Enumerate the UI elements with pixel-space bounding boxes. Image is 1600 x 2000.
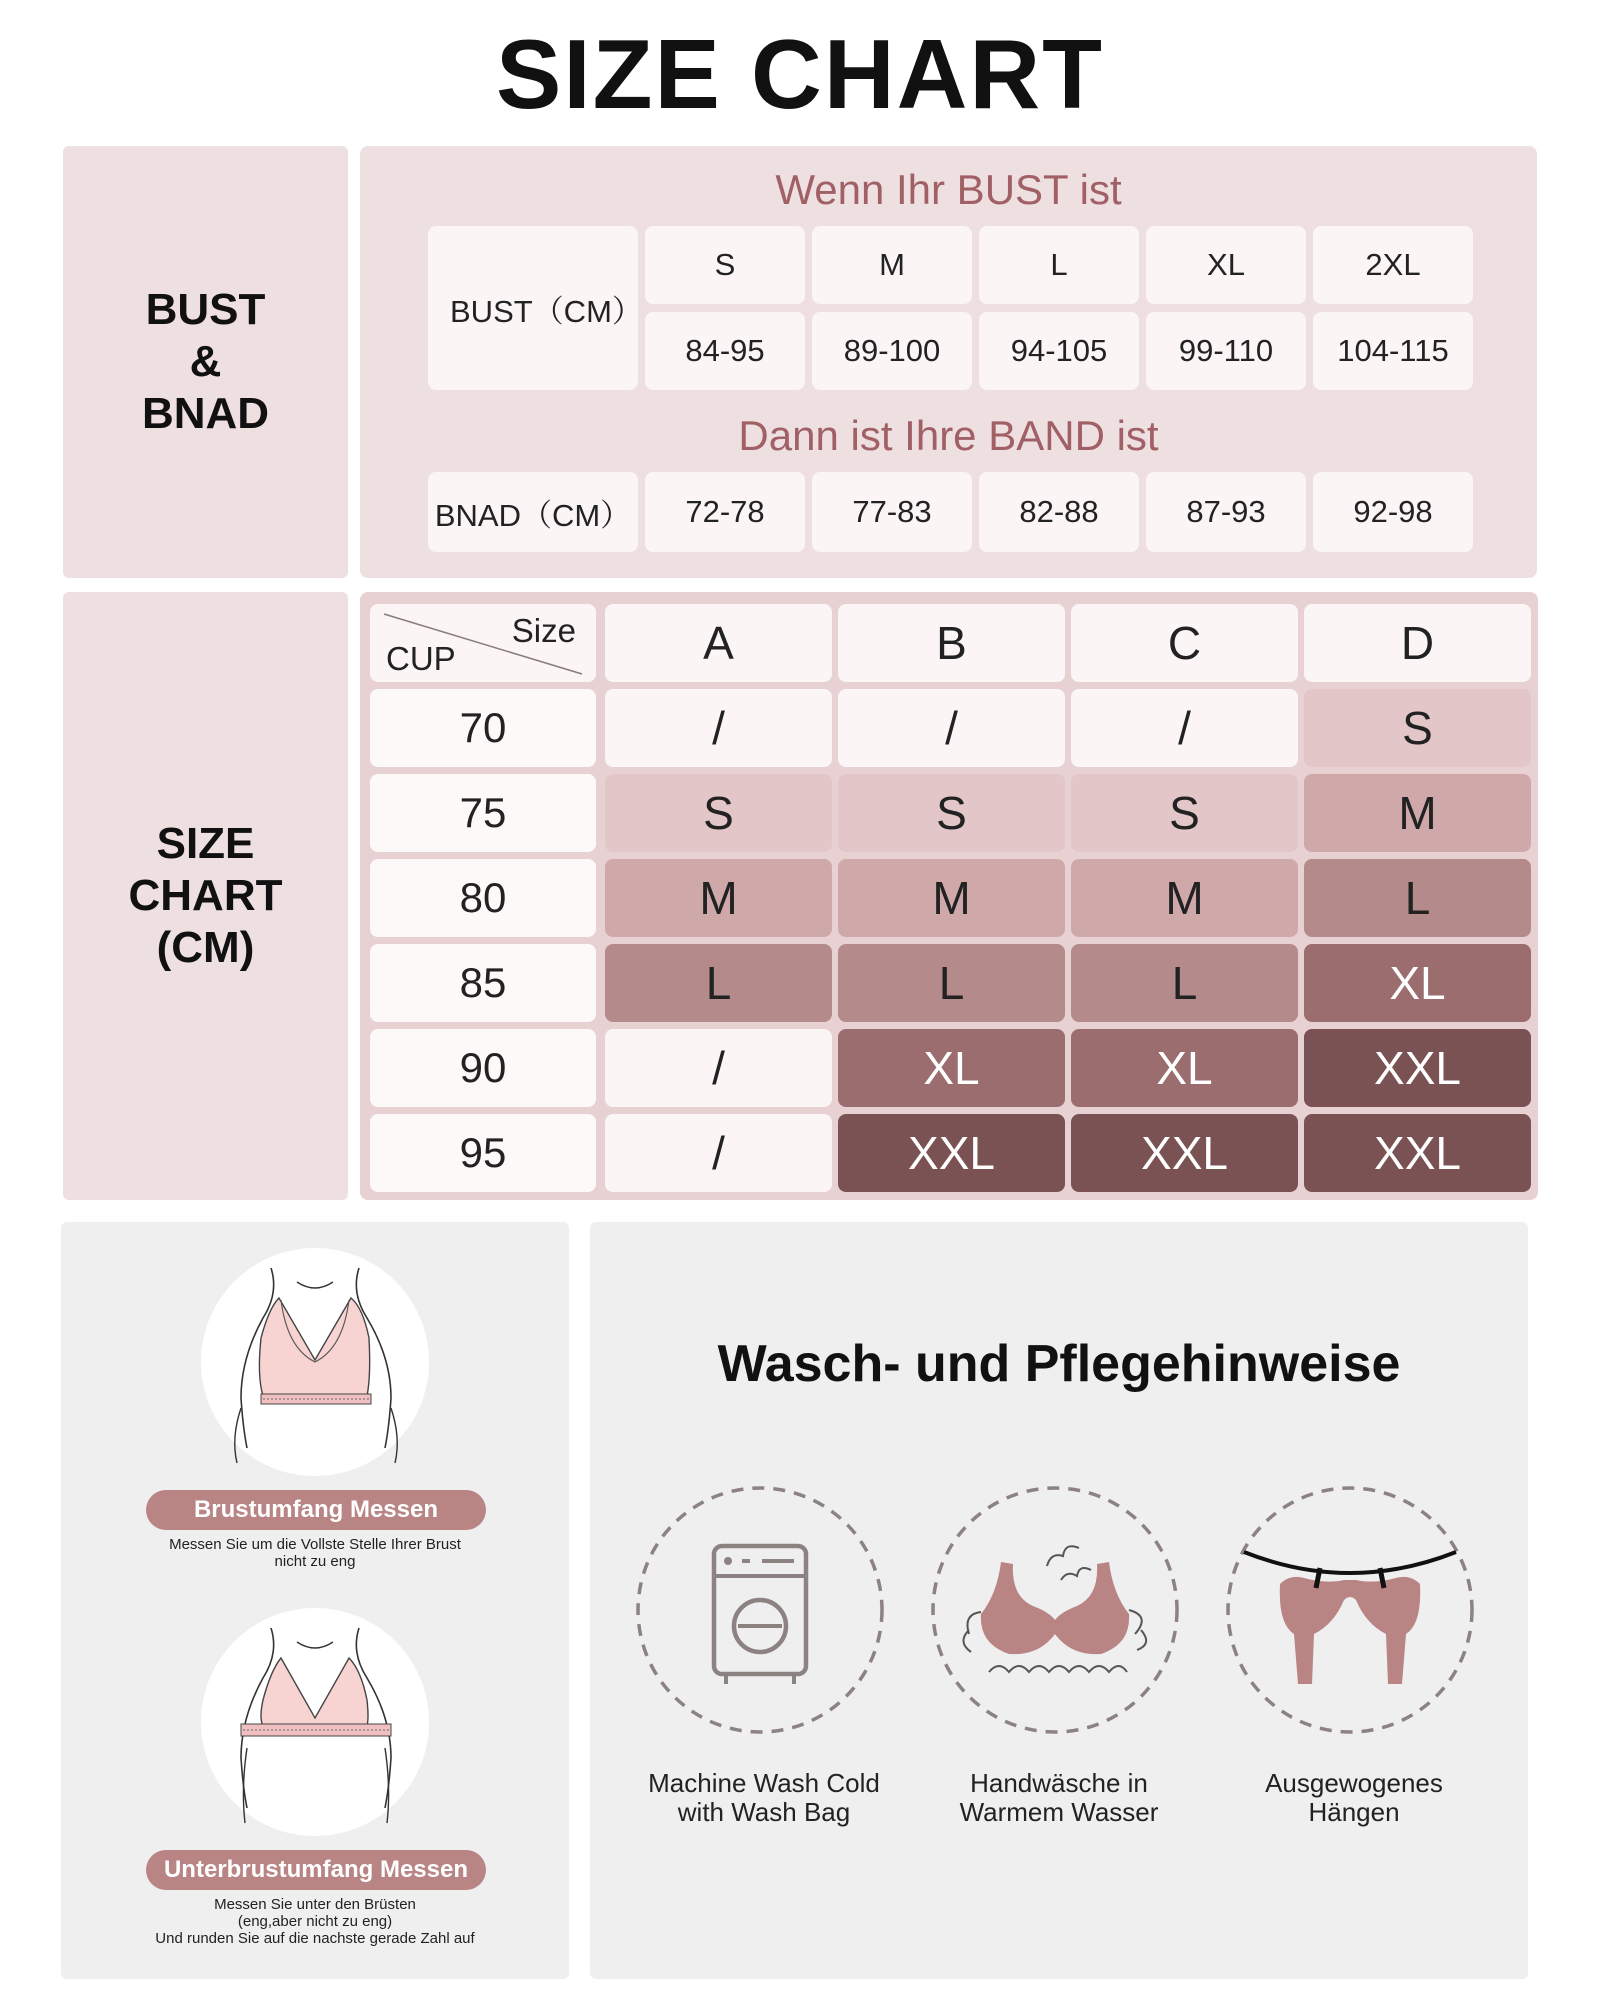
size-cell: XL	[1304, 944, 1531, 1022]
size-cell: /	[605, 1114, 832, 1192]
size-cell: L	[605, 944, 832, 1022]
size-cell: XXL	[838, 1114, 1065, 1192]
bust-size-header: XL	[1146, 226, 1306, 304]
cup-header-c: C	[1071, 604, 1298, 682]
bust-measure-illustration	[201, 1248, 429, 1476]
size-cell: /	[605, 1029, 832, 1107]
band-row-label: BNAD（CM）	[428, 472, 638, 552]
hand-wash-icon	[929, 1484, 1181, 1736]
band-range-cell: 82-88	[979, 472, 1139, 552]
band-label-95: 95	[370, 1114, 596, 1192]
care-item-machine-wash	[634, 1484, 894, 1827]
size-cell: XL	[838, 1029, 1065, 1107]
hang-dry-icon	[1224, 1484, 1476, 1736]
size-cell: XXL	[1304, 1029, 1531, 1107]
underbust-measure-hint: Messen Sie unter den Brüsten (eng,aber nicht zu eng) Und runden Sie auf die nachste gerade Zahl auf	[155, 1896, 475, 1947]
underbust-measure-figure-icon	[201, 1608, 429, 1836]
bust-measure-label: Brustumfang Messen	[146, 1490, 486, 1530]
bust-range-cell: 94-105	[979, 312, 1139, 390]
size-cell: /	[838, 689, 1065, 767]
size-cell: S	[838, 774, 1065, 852]
size-cell: L	[838, 944, 1065, 1022]
bust-range-cell: 84-95	[645, 312, 805, 390]
size-cell: /	[605, 689, 832, 767]
bust-range-cell: 104-115	[1313, 312, 1473, 390]
size-chart-side-panel	[63, 592, 348, 1200]
bust-range-cell: 99-110	[1146, 312, 1306, 390]
underbust-measure-label: Unterbrustumfang Messen	[146, 1850, 486, 1890]
washing-machine-icon	[634, 1484, 886, 1736]
care-instructions-panel	[590, 1222, 1528, 1979]
size-cell: M	[605, 859, 832, 937]
underbust-measure-illustration	[201, 1608, 429, 1836]
band-range-cell: 77-83	[812, 472, 972, 552]
size-cell: XL	[1071, 1029, 1298, 1107]
size-cell: /	[1071, 689, 1298, 767]
size-chart-grid	[360, 592, 1538, 1200]
band-label-80: 80	[370, 859, 596, 937]
bust-range-cell: 89-100	[812, 312, 972, 390]
care-label: Machine Wash Cold with Wash Bag	[648, 1768, 880, 1827]
size-cell: S	[1304, 689, 1531, 767]
measure-guide-panel	[61, 1222, 569, 1979]
care-item-hang-dry	[1224, 1484, 1484, 1827]
page-title: SIZE CHART	[496, 19, 1104, 129]
size-cell: XXL	[1071, 1114, 1298, 1192]
bust-size-header: S	[645, 226, 805, 304]
bust-measure-figure-icon	[201, 1248, 429, 1476]
bust-band-side-label: BUST & BNAD	[141, 285, 270, 438]
care-label: Handwäsche in Warmem Wasser	[959, 1768, 1159, 1827]
band-label-70: 70	[370, 689, 596, 767]
bust-size-header: 2XL	[1313, 226, 1473, 304]
bust-row-label: BUST（CM）	[428, 226, 638, 390]
size-cell: L	[1304, 859, 1531, 937]
band-range-cell: 87-93	[1146, 472, 1306, 552]
size-cell: XXL	[1304, 1114, 1531, 1192]
corner-cup-label: CUP	[386, 640, 456, 677]
size-cell: S	[1071, 774, 1298, 852]
care-label: Ausgewogenes Hängen	[1265, 1768, 1443, 1827]
size-chart-side-label: SIZE CHART (CM)	[128, 819, 283, 972]
band-label-90: 90	[370, 1029, 596, 1107]
band-range-cell: 92-98	[1313, 472, 1473, 552]
cup-header-a: A	[605, 604, 832, 682]
band-label-75: 75	[370, 774, 596, 852]
size-cell: M	[1071, 859, 1298, 937]
bust-measure-hint: Messen Sie um die Vollste Stelle Ihrer Brust nicht zu eng	[169, 1536, 461, 1570]
bust-band-table	[360, 146, 1537, 578]
cup-header-b: B	[838, 604, 1065, 682]
corner-header-cell	[370, 604, 596, 682]
band-range-cell: 72-78	[645, 472, 805, 552]
corner-size-label: Size	[511, 612, 576, 649]
size-cell: M	[1304, 774, 1531, 852]
bust-band-side-panel	[63, 146, 348, 578]
bust-size-header: L	[979, 226, 1139, 304]
bust-size-header: M	[812, 226, 972, 304]
size-cell: M	[838, 859, 1065, 937]
band-label-85: 85	[370, 944, 596, 1022]
care-item-hand-wash	[929, 1484, 1189, 1827]
cup-header-d: D	[1304, 604, 1531, 682]
size-cell: S	[605, 774, 832, 852]
bust-heading: Wenn Ihr BUST ist	[775, 166, 1122, 213]
size-cell: L	[1071, 944, 1298, 1022]
band-heading: Dann ist Ihre BAND ist	[738, 412, 1159, 459]
care-title: Wasch- und Pflegehinweise	[717, 1335, 1401, 1393]
